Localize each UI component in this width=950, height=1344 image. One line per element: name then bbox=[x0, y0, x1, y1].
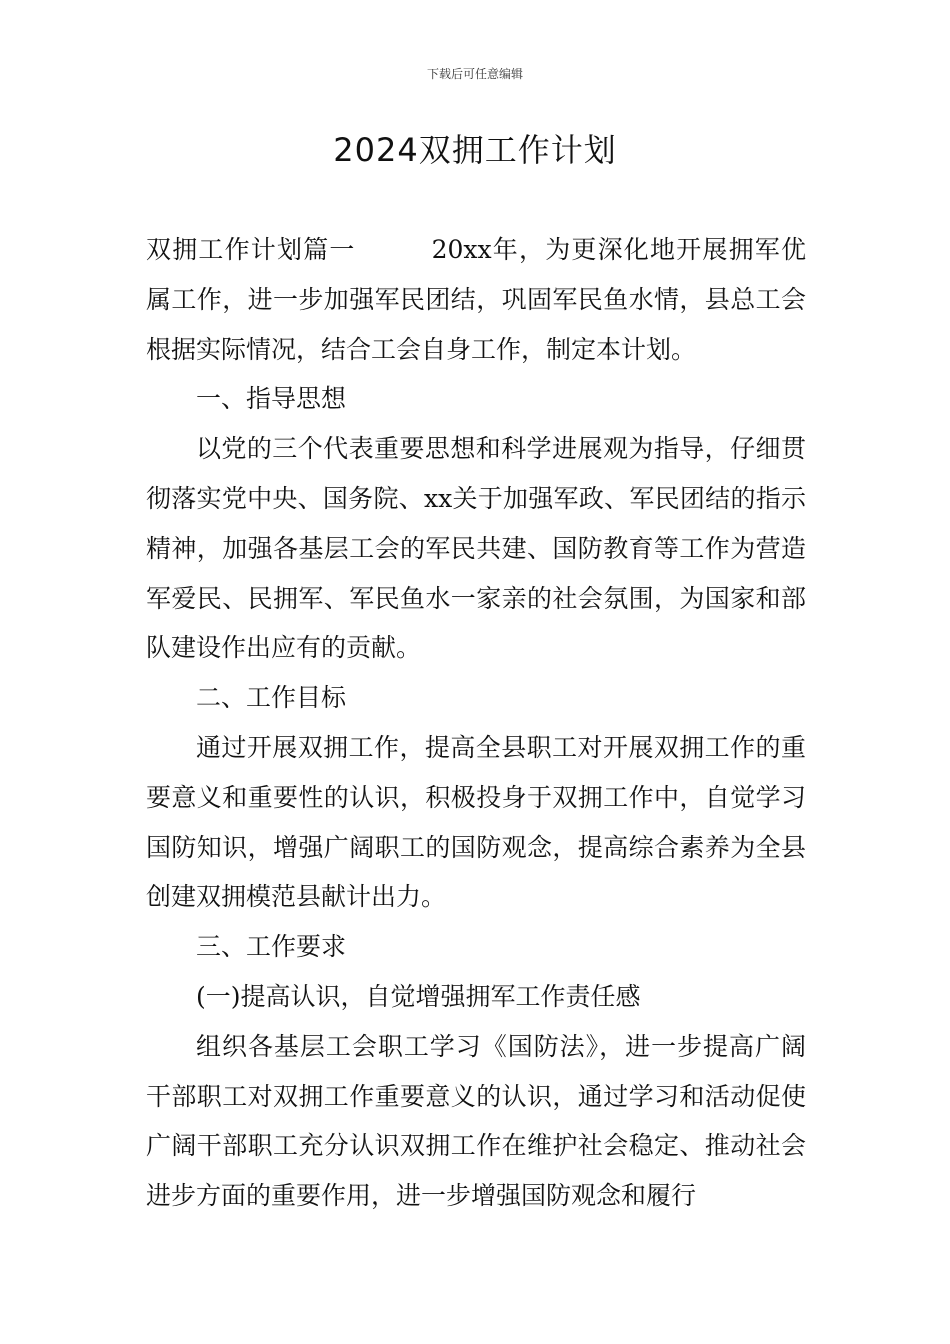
section-2-paragraph-1: 通过开展双拥工作，提高全县职工对开展双拥工作的重要意义和重要性的认识，积极投身于双拥工作中，自觉学习国防知识，增强广阔职工的国防观念，提高综合素养为全县创建双拥模范县献计出力。 bbox=[146, 732, 806, 912]
intro-lead: 双拥工作计划篇一 bbox=[146, 235, 356, 264]
document-body bbox=[146, 225, 806, 1221]
section-heading-3: 三、工作要求 bbox=[196, 932, 347, 962]
section-3-paragraph-1: 组织各基层工会职工学习《国防法》，进一步提高广阔干部职工对双拥工作重要意义的认识，通过学习和活动促使广阔干部职工充分认识双拥工作在维护社会稳定、推动社会进步方面的重要作用，进一步增强国防观念和履行 bbox=[146, 1031, 806, 1211]
header-note: 下载后可任意编辑 bbox=[426, 67, 523, 81]
section-heading-1: 一、指导思想 bbox=[196, 384, 347, 414]
intro-paragraph bbox=[146, 225, 806, 374]
intro-text: 20xx年，为更深化地开展拥军优属工作，进一步加强军民团结，巩固军民鱼水情，县总工会根据实际情况，结合工会自身工作，制定本计划。 bbox=[146, 235, 806, 364]
section-3-subheading: (一)提高认识，自觉增强拥军工作责任感 bbox=[196, 981, 641, 1011]
section-heading-2: 二、工作目标 bbox=[196, 683, 347, 713]
section-1-paragraph-1: 以党的三个代表重要思想和科学进展观为指导，仔细贯彻落实党中央、国务院、xx关于加强军政、军民团结的指示精神，加强各基层工会的军民共建、国防教育等工作为营造军爱民、民拥军、军民鱼水一家亲的社会氛围，为国家和部队建设作出应有的贡献。 bbox=[146, 434, 806, 663]
document-title: 2024双拥工作计划 bbox=[333, 131, 617, 169]
